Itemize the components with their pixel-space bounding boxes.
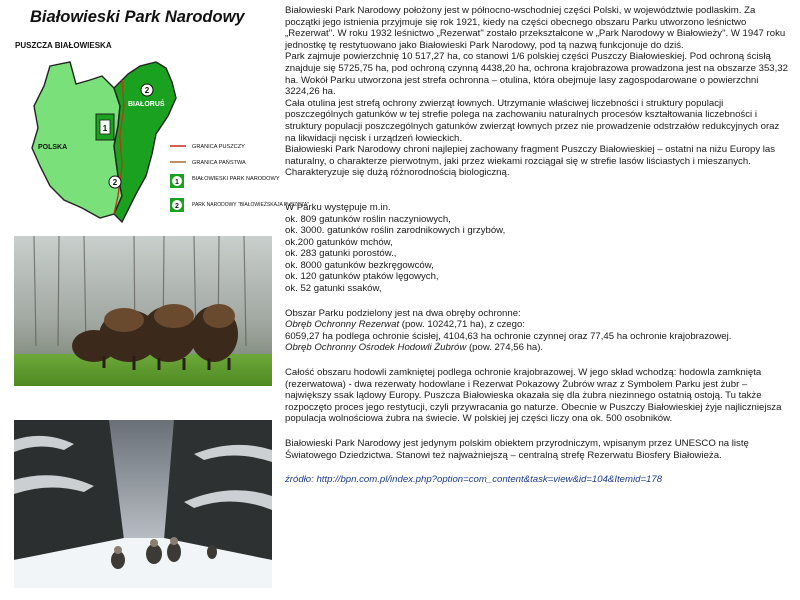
bison-photo [14, 236, 272, 386]
svg-text:2: 2 [175, 203, 179, 210]
map-label-belarus: BIAŁORUŚ [128, 101, 165, 108]
paragraph-history: Białowieski Park Narodowy położony jest w północno-wschodniej części Polski, w województwie podlaskim. Za początki jego istnienia przyjmuje się rok 1921, kiedy na części obecnego obszaru Parku utworzono leśnictwo „Rezerwat". W roku 1932 leśnictwo „Rezerwat" zostało przekształcone w „Park Narodowy w Białowieży". W 1947 roku jednostkę tę restytuowano jako Białowieski Park Narodowy, pod tą nazwą funkcjonuje do dziś. [285, 5, 786, 51]
source-link[interactable]: źródło: http://bpn.com.pl/index.php?option=com_content&task=view&id=104&Itemid=178 [285, 474, 663, 486]
species-item: ok. 809 gatunków roślin naczyniowych, [285, 213, 451, 225]
map-number-2-bottom: 2 [112, 178, 118, 187]
species-item: ok. 3000. gatunków roślin zarodnikowych i grzybów, [285, 225, 506, 237]
species-item: ok. 8000 gatunków bezkręgowców, [285, 259, 434, 271]
district-2: Obręb Ochronny Ośrodek Hodowli Żubrów (pow. 274,56 ha). [285, 342, 544, 354]
paragraph-area: Park zajmuje powierzchnię 10 517,27 ha, co stanowi 1/6 polskiej części Puszczy Białowieskiej. Pod ochroną ścisłą znajduje się 5725,75 ha, pod ochroną czynną 4438,20 ha, ochrona krajobrazowa prowadzona jest na obszarze 353,32 ha. Wokół Parku utworzona jest strefa ochronna – otulina, która obejmuje lasy zagospodarowane o powierzchni 3224,26 ha. [285, 51, 788, 98]
legend-state-border: GRANICA PAŃSTWA [192, 160, 246, 166]
legend-bp: PARK NARODOWY "BIAŁOWIEŻSKAJA PUSZCZA" [192, 202, 309, 208]
district-1-detail: 6059,27 ha podlega ochronie ścisłej, 4104,63 ha ochronie czynnej oraz 77,45 ha ochronie krajobrazowej. [285, 330, 732, 342]
paragraph-unesco: Białowieski Park Narodowy jest jedynym polskim obiektem przyrodniczym, wpisanym przez UNESCO na listę Światowego Dziedzictwa. Stanowi też najważniejszą – centralną strefę Rezerwatu Biosfery Białowieża. [285, 438, 749, 461]
species-item: ok. 52 gatunki ssaków, [285, 283, 382, 295]
species-item: ok. 120 gatunków ptaków lęgowych, [285, 271, 439, 283]
article-text [285, 5, 791, 486]
forest-map [10, 36, 309, 228]
page-title: Białowieski Park Narodowy [30, 8, 245, 26]
legend-forest-border: GRANICA PUSZCZY [192, 144, 245, 150]
district-1: Obręb Ochronny Rezerwat (pow. 10242,71 ha), z czego: [285, 319, 525, 331]
districts-intro: Obszar Parku podzielony jest na dwa obręby ochronne: [285, 307, 521, 319]
map-label-poland: POLSKA [38, 144, 68, 151]
species-item: ok.200 gatunków mchów, [285, 236, 393, 248]
paragraph-buffer: Cała otulina jest strefą ochrony zwierząt łownych. Utrzymanie właściwej liczebności i struktury populacji poszczególnych gatunków w tej strefie polega na zachowaniu naturalnych procesów kształtowania liczebności i struktury populacji poszczególnych gatunków zwierząt łownych przez nie prowadzenie odstrzałów redukcyjnych oraz na likwidacji nęcisk i urządzeń łowieckich. [285, 97, 780, 144]
paragraph-forest: Białowieski Park Narodowy chroni najlepiej zachowany fragment Puszczy Białowieskiej – ostatni na niżu Europy las naturalny, o charakterze pierwotnym, jaki przez wiekami rozciągał się w strefie lasów liściastych i mieszanych. Charakteryzuje się dużą różnorodnością biologiczną. [285, 144, 776, 179]
map-number-2-top: 2 [144, 86, 150, 95]
species-item: ok. 283 gatunki porostów., [285, 248, 397, 260]
map-number-1: 1 [102, 124, 108, 133]
species-intro: W Parku występuje m.in. [285, 201, 391, 213]
map-region-label: PUSZCZA BIAŁOWIESKA [15, 41, 112, 50]
legend-bpn: BIAŁOWIESKI PARK NARODOWY [192, 176, 280, 182]
svg-text:1: 1 [175, 179, 179, 186]
paragraph-breeding: Całość obszaru hodowli zamkniętej podlega ochronie krajobrazowej. W jego skład wchodzą: hodowla zamknięta (rezerwatowa) - dwa rezerwaty hodowlane i Rezerwat Pokazowy Żubrów wraz z Symbolem Parku jest żubr – największy ssak lądowy Europy. Puszcza Białowieska okazała się dla żubra niezinnego ostatnią ostoją. Tu także rozpoczęto proces jego restytucji, czyli przywracania go naturze. Obecnie w Puszczy Białowieskiej żyje najliczniejsza populacja wolnościowa żubra na świecie. W polskiej jej części liczy ona ok. 500 osobników. [285, 367, 782, 425]
wolves-photo [14, 420, 272, 588]
